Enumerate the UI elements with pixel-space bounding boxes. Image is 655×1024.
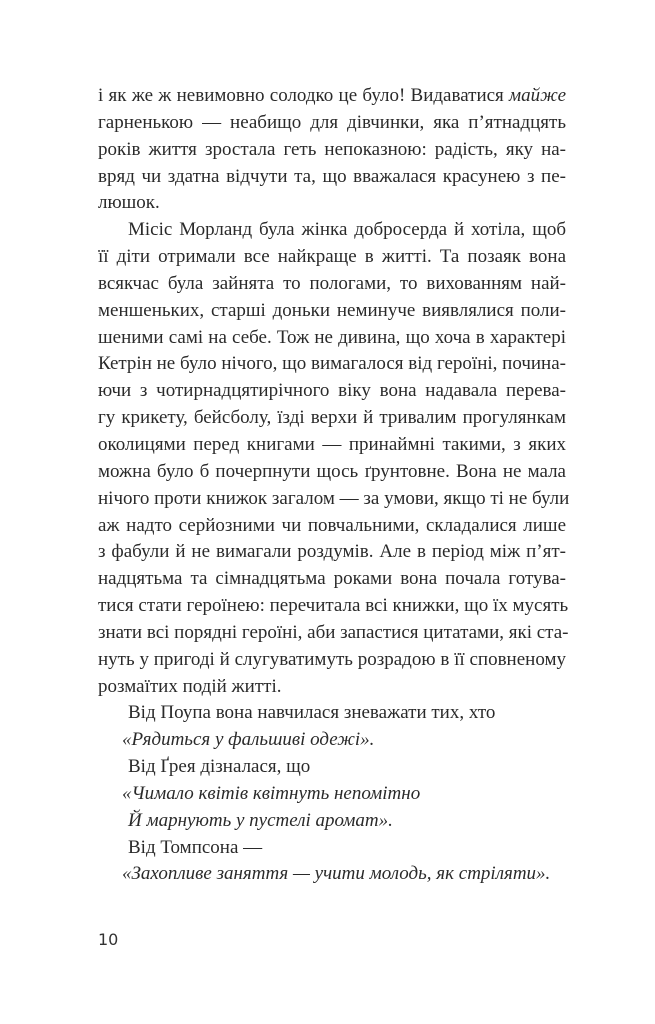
text-segment: люшок.	[98, 192, 160, 214]
text-line	[98, 137, 566, 164]
text-segment: з фабули й не вимагали роздумів. Але в період між п’ят-	[98, 541, 566, 563]
italic-text: «Захопливе заняття — учити молодь, як стріляти».	[122, 863, 551, 885]
text-segment: околицями перед книгами — принаймні такими, з яких	[98, 433, 566, 455]
text-segment: нічого проти книжок загалом — за умови, якщо ті не були	[98, 487, 570, 509]
italic-text: майже	[509, 85, 566, 106]
text-segment: шеними самі на себе. Тож не дивина, що хоча в характері	[98, 326, 566, 348]
text-segment: Кетрін не було нічого, що вимагалося від героїні, почина-	[98, 353, 566, 375]
text-line	[98, 647, 566, 674]
text-segment: гарненькою — неабищо для дівчинки, яка п’ятнадцять	[98, 111, 566, 133]
italic-text: «Чимало квітів квітнуть непомітно	[122, 782, 421, 804]
text-line	[98, 164, 566, 191]
text-segment: Від Томпсона —	[128, 836, 263, 858]
quote-line	[98, 861, 566, 888]
text-line	[98, 271, 566, 298]
text-line	[98, 620, 569, 647]
text-line	[98, 325, 566, 352]
text-segment: всякчас була зайнята то пологами, то вихованням най-	[98, 272, 566, 294]
text-segment: років життя зростала геть непоказною: радість, яку на-	[98, 138, 566, 160]
text-line	[98, 513, 566, 540]
body-text	[98, 83, 570, 888]
quote-line	[98, 808, 566, 835]
text-line	[98, 110, 566, 137]
text-line	[98, 378, 566, 405]
quote-line	[98, 727, 566, 754]
text-segment: знати всі порядні героїні, аби запастися цитатами, які ста-	[98, 621, 569, 643]
text-line	[98, 405, 566, 432]
text-line	[98, 190, 566, 217]
text-line	[98, 298, 566, 325]
quote-line	[98, 700, 566, 727]
text-line	[98, 486, 570, 513]
text-segment: її діти отримали все найкраще в житті. Та позаяк вона	[98, 246, 566, 268]
text-segment: гу крикету, бейсболу, їзді верхи й тривалим прогулянкам	[98, 407, 566, 429]
text-segment: Від Ґрея дізналася, що	[128, 756, 311, 778]
text-segment: аж надто серйозними чи повчальними, складалися лише	[98, 514, 566, 536]
italic-text: «Рядиться у фальшиві одежі».	[122, 729, 375, 751]
text-line	[98, 244, 566, 271]
quote-line	[98, 781, 566, 808]
text-line	[98, 83, 566, 110]
text-line	[98, 459, 566, 486]
text-segment: ючи з чотирнадцятирічного віку вона надавала перева-	[98, 380, 566, 402]
text-line	[98, 217, 566, 244]
text-segment: і як же ж невимовно солодко це було! Видаватися	[98, 85, 510, 106]
text-segment: вряд чи здатна відчути та, що вважалася красунею з пе-	[98, 165, 566, 187]
text-line	[98, 432, 566, 459]
text-line	[98, 539, 566, 566]
text-segment: Місіс Морланд була жінка добросерда й хотіла, щоб	[128, 219, 566, 241]
text-line	[98, 593, 569, 620]
text-segment: Від Поупа вона навчилася зневажати тих, хто	[128, 702, 496, 724]
text-segment: можна було б почерпнути щось ґрунтовне. Вона не мала	[98, 460, 566, 482]
quote-line	[98, 754, 566, 781]
text-segment: меншеньких, старші доньки неминуче виявлялися поли-	[98, 299, 566, 321]
page-number: 10	[98, 930, 119, 949]
text-line	[98, 351, 566, 378]
text-segment: надцятьма та сімнадцятьма роками вона почала готува-	[98, 568, 566, 590]
italic-text: Й марнують у пустелі аромат».	[128, 809, 393, 831]
text-segment: нуть у пригоді й слугуватимуть розрадою в її сповненому	[98, 648, 566, 670]
text-segment: розмаїтих подій житті.	[98, 675, 282, 697]
text-line	[98, 674, 566, 701]
text-segment: тися стати героїнею: перечитала всі книжки, що їх мусять	[98, 595, 569, 617]
quote-line	[98, 835, 566, 862]
text-line	[98, 566, 566, 593]
